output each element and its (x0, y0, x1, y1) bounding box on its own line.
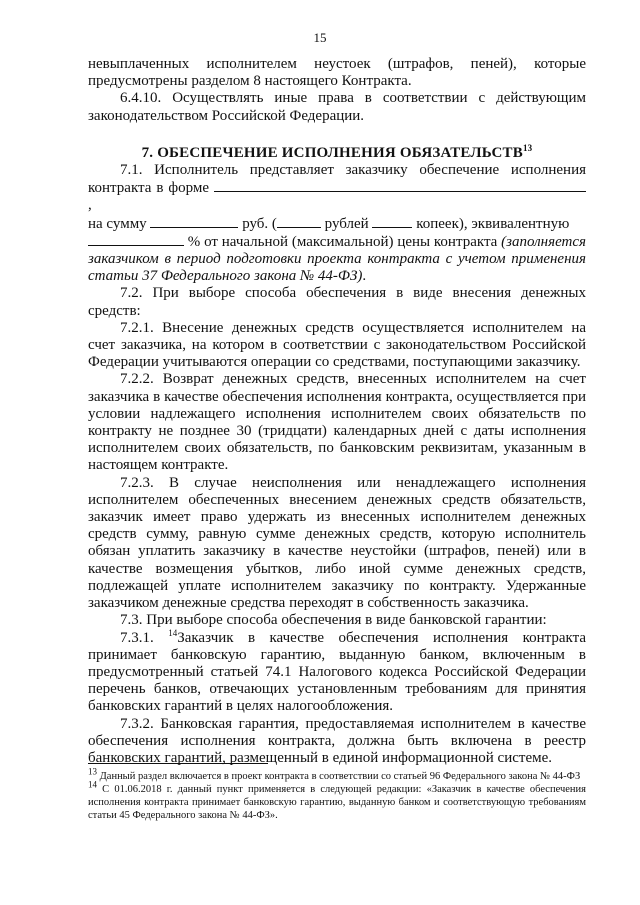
section-heading (88, 142, 586, 162)
clause-7-1-comma: , (88, 197, 92, 214)
clause-7-1-text-5: копеек), эквивалентную (412, 215, 570, 232)
section-title: 7. ОБЕСПЕЧЕНИЕ ИСПОЛНЕНИЯ ОБЯЗАТЕЛЬСТВ (141, 144, 523, 161)
clause-7-2-1: 7.2.1. Внесение денежных средств осуществляется исполнителем на счет заказчика, на котором в соответствии с законодательством Российской Федерации учитываются операции со средствами, поступающими заказчику. (88, 319, 586, 371)
sum-blank[interactable] (150, 215, 238, 228)
footnote-14 (88, 779, 586, 822)
clause-7-3-1 (88, 627, 587, 716)
clause-7-1-text-6: % от начальной (максимальной) цены контракта (184, 233, 498, 250)
clause-7-1-text-3: руб. ( (238, 215, 277, 232)
clause-7-3-1-text: Заказчик в качестве обеспечения исполнения контракта принимает банковскую гарантию, выданную банком, включенным в предусмотренный статьей 74.1 Налогового кодекса Российской Федерации перечень банков, отвечающих установленным требованиям для принятия банковских гарантий в целях налогообложения. (88, 629, 587, 715)
footnotes (88, 763, 586, 822)
percent-blank[interactable] (88, 233, 184, 246)
security-form-blank[interactable] (214, 179, 586, 192)
clause-7-2: 7.2. При выборе способа обеспечения в виде внесения денежных средств: (88, 285, 586, 319)
clause-7-1-note-end: . (362, 268, 367, 285)
clause-7-3-2: 7.3.2. Банковская гарантия, предоставляемая исполнителем в качестве обеспечения исполнения контракта, должна быть включена в реестр банковских гарантий, размещенный в единой информационной системе. (88, 715, 586, 766)
footnote-13 (88, 766, 586, 783)
clause-7-1-note: (заполняется заказчиком в период подготовки проекта контракта с учетом применения статьи 37 Федерального закона № 44-ФЗ) (88, 233, 586, 285)
footnote-ref-13: 13 (522, 142, 533, 153)
intro-continuation: невыплаченных исполнителем неустоек (штрафов, пеней), которые предусмотрены разделом 8 настоящего Контракта. (88, 56, 586, 90)
clause-7-2-3: 7.2.3. В случае неисполнения или ненадлежащего исполнения исполнителем обеспеченных внесением денежных средств обязательств, заказчик имеет право удержать из внесенных исполнителем денежных средств сумму, равную сумме денежных средств, которую исполнитель обязан уплатить заказчику в качестве неустойки (штрафов, пеней) или в качестве возмещения убытков, либо иной сумме денежных средств, подлежащей уплате исполнителем заказчику по контракту. Удержанные заказчиком денежные средства переходят в собственность заказчика. (88, 474, 586, 612)
kopecks-blank[interactable] (372, 215, 412, 228)
clause-7-3: 7.3. При выборе способа обеспечения в виде банковской гарантии: (120, 612, 547, 629)
footnote-14-number: 14 (88, 779, 97, 790)
footnote-13-number: 13 (88, 766, 97, 777)
clause-7-1-text-2: на сумму (88, 215, 151, 232)
page-number: 15 (313, 30, 327, 45)
footnote-divider (88, 763, 268, 764)
rubles-blank[interactable] (277, 215, 321, 228)
contract-body (88, 56, 586, 767)
clause-7-3-1-number: 7.3.1. (120, 629, 169, 646)
clause-7-1 (88, 162, 586, 285)
clause-7-2-2: 7.2.2. Возврат денежных средств, внесенных исполнителем на счет заказчика в качестве обеспечения исполнения контракта, осуществляется при условии надлежащего исполнения исполнителем своих обязательств по контракту не позднее 30 (тридцати) календарных дней с даты исполнения исполнителем своих обязательств, по банковским реквизитам, указанным в настоящем контракте. (88, 371, 586, 474)
footnote-ref-14: 14 (168, 627, 178, 638)
footnote-14-text: С 01.06.2018 г. данный пункт применяется в следующей редакции: «Заказчик в качестве обеспечения исполнения контракта принимает банковскую гарантию, выданную банком и соответствующую требованиям статьи 45 Федерального закона № 44-ФЗ». (88, 784, 586, 821)
clause-7-1-text-1: 7.1. Исполнитель представляет заказчику обеспечение исполнения контракта в форме (88, 162, 586, 197)
footnote-13-text: Данный раздел включается в проект контракта в соответствии со статьей 96 Федерального закона № 44-ФЗ (97, 771, 581, 782)
clause-7-1-text-4: рублей (320, 215, 373, 232)
clause-6-4-10: 6.4.10. Осуществлять иные права в соответствии с действующим законодательством Российской Федерации. (88, 90, 586, 124)
